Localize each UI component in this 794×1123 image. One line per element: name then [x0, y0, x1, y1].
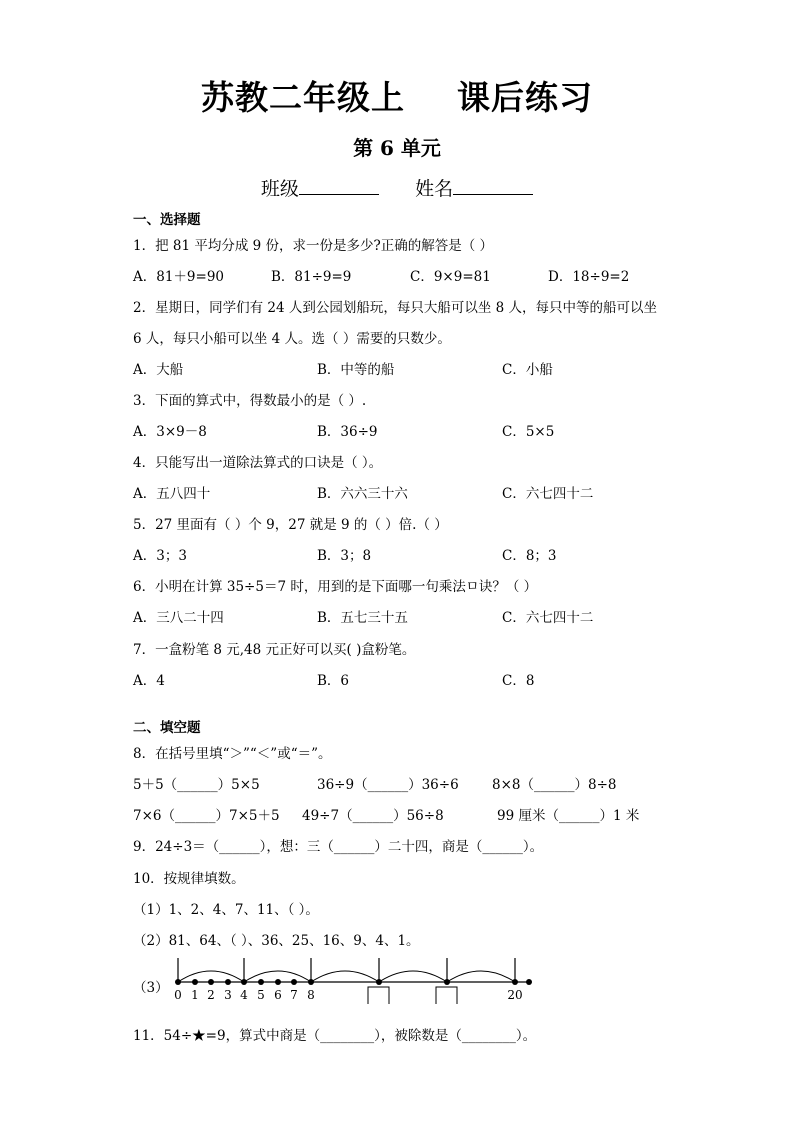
q7-option-b[interactable]: B．6 — [317, 673, 350, 689]
tick-label: 0 — [174, 988, 182, 1002]
tick-label: 2 — [207, 988, 215, 1002]
q6-option-a[interactable]: A．三八二十四 — [133, 610, 224, 626]
q5-text: 5．27 里面有（ ）个 9，27 就是 9 的（ ）倍.（ ） — [133, 517, 448, 533]
title-part1: 苏教二年级上 — [201, 78, 405, 117]
page-title — [0, 72, 794, 119]
q1-option-d[interactable]: D．18÷9=2 — [548, 269, 630, 285]
tick-label: 4 — [240, 988, 248, 1002]
tick-label: 7 — [290, 988, 298, 1002]
q7-option-c[interactable]: C．8 — [502, 673, 535, 689]
q8-item[interactable]: 8×8（______）8÷8 — [492, 777, 617, 793]
q5-option-a[interactable]: A．3；3 — [133, 548, 187, 564]
q3-option-c[interactable]: C．5×5 — [502, 424, 555, 440]
q7-option-a[interactable]: A．4 — [133, 673, 165, 689]
q1-option-b[interactable]: B．81÷9=9 — [271, 269, 352, 285]
q10-part3-label: （3） — [133, 980, 169, 996]
class-label: 班级 — [260, 178, 299, 200]
name-blank[interactable] — [453, 176, 533, 195]
q8-item[interactable]: 5＋5（______）5×5 — [133, 777, 260, 793]
q5-option-c[interactable]: C．8；3 — [502, 548, 557, 564]
tick-label: 8 — [307, 988, 315, 1002]
q8-item[interactable]: 99 厘米（______）1 米 — [497, 808, 640, 824]
q3-option-a[interactable]: A．3×9－8 — [133, 424, 207, 440]
q11-text[interactable]: 11．54÷★=9，算式中商是（________），被除数是（________）。 — [133, 1028, 537, 1044]
q10-part1[interactable]: （1）1、2、4、7、11、（ ）。 — [133, 902, 319, 918]
tick-label: 1 — [191, 988, 199, 1002]
q2-option-c[interactable]: C．小船 — [502, 362, 553, 378]
q3-text: 3．下面的算式中，得数最小的是（ ）. — [133, 393, 367, 409]
q1-text: 1．把 81 平均分成 9 份，求一份是多少?正确的解答是（ ） — [133, 238, 494, 254]
class-name-line — [0, 174, 794, 201]
q7-text: 7．一盒粉笔 8 元,48 元正好可以买( )盒粉笔。 — [133, 642, 416, 658]
q6-text: 6．小明在计算 35÷5＝7 时，用到的是下面哪一句乘法ㅁ诀？（ ） — [133, 579, 538, 595]
q8-text: 8．在括号里填“＞”“＜”或“＝”。 — [133, 746, 332, 762]
q8-item[interactable]: 49÷7（______）56÷8 — [302, 808, 444, 824]
q2-line1: 2．星期日，同学们有 24 人到公园划船玩，每只大船可以坐 8 人，每只中等的船可以坐 — [133, 300, 658, 316]
q9-text[interactable]: 9．24÷3＝（______），想：三（______）二十四，商是（______）。 — [133, 839, 544, 855]
q4-option-b[interactable]: B．六六三十六 — [317, 486, 408, 502]
q10-text: 10．按规律填数。 — [133, 871, 245, 887]
tick-label: 5 — [257, 988, 265, 1002]
tick-label: 20 — [507, 988, 523, 1002]
q8-item[interactable]: 7×6（______）7×5＋5 — [133, 808, 280, 824]
number-line-diagram — [133, 952, 553, 1004]
section2-heading: 二、填空题 — [133, 720, 201, 736]
q2-option-a[interactable]: A．大船 — [133, 362, 184, 378]
tick-label: 6 — [274, 988, 282, 1002]
q2-line2: 6 人，每只小船可以坐 4 人。选（ ）需要的只数少。 — [133, 331, 451, 347]
q10-part2[interactable]: （2）81、64、（ ）、36、25、16、9、4、1。 — [133, 933, 420, 949]
title-part2: 课后练习 — [457, 78, 593, 117]
q3-option-b[interactable]: B．36÷9 — [317, 424, 378, 440]
q6-option-b[interactable]: B．五七三十五 — [317, 610, 408, 626]
section1-heading: 一、选择题 — [133, 212, 201, 228]
q1-option-a[interactable]: A．81＋9=90 — [133, 269, 225, 285]
q4-option-c[interactable]: C．六七四十二 — [502, 486, 594, 502]
q2-option-b[interactable]: B．中等的船 — [317, 362, 395, 378]
q6-option-c[interactable]: C．六七四十二 — [502, 610, 594, 626]
class-blank[interactable] — [299, 176, 379, 195]
q8-item[interactable]: 36÷9（______）36÷6 — [317, 777, 459, 793]
q1-option-c[interactable]: C．9×9=81 — [410, 269, 491, 285]
q4-text: 4．只能写出一道除法算式的口诀是（ ）。 — [133, 455, 383, 471]
q4-option-a[interactable]: A．五八四十 — [133, 486, 211, 502]
unit-subtitle: 第 6 单元 — [353, 136, 441, 160]
tick-label: 3 — [224, 988, 232, 1002]
q5-option-b[interactable]: B．3；8 — [317, 548, 372, 564]
number-line — [133, 952, 553, 1004]
name-label: 姓名 — [415, 178, 454, 200]
